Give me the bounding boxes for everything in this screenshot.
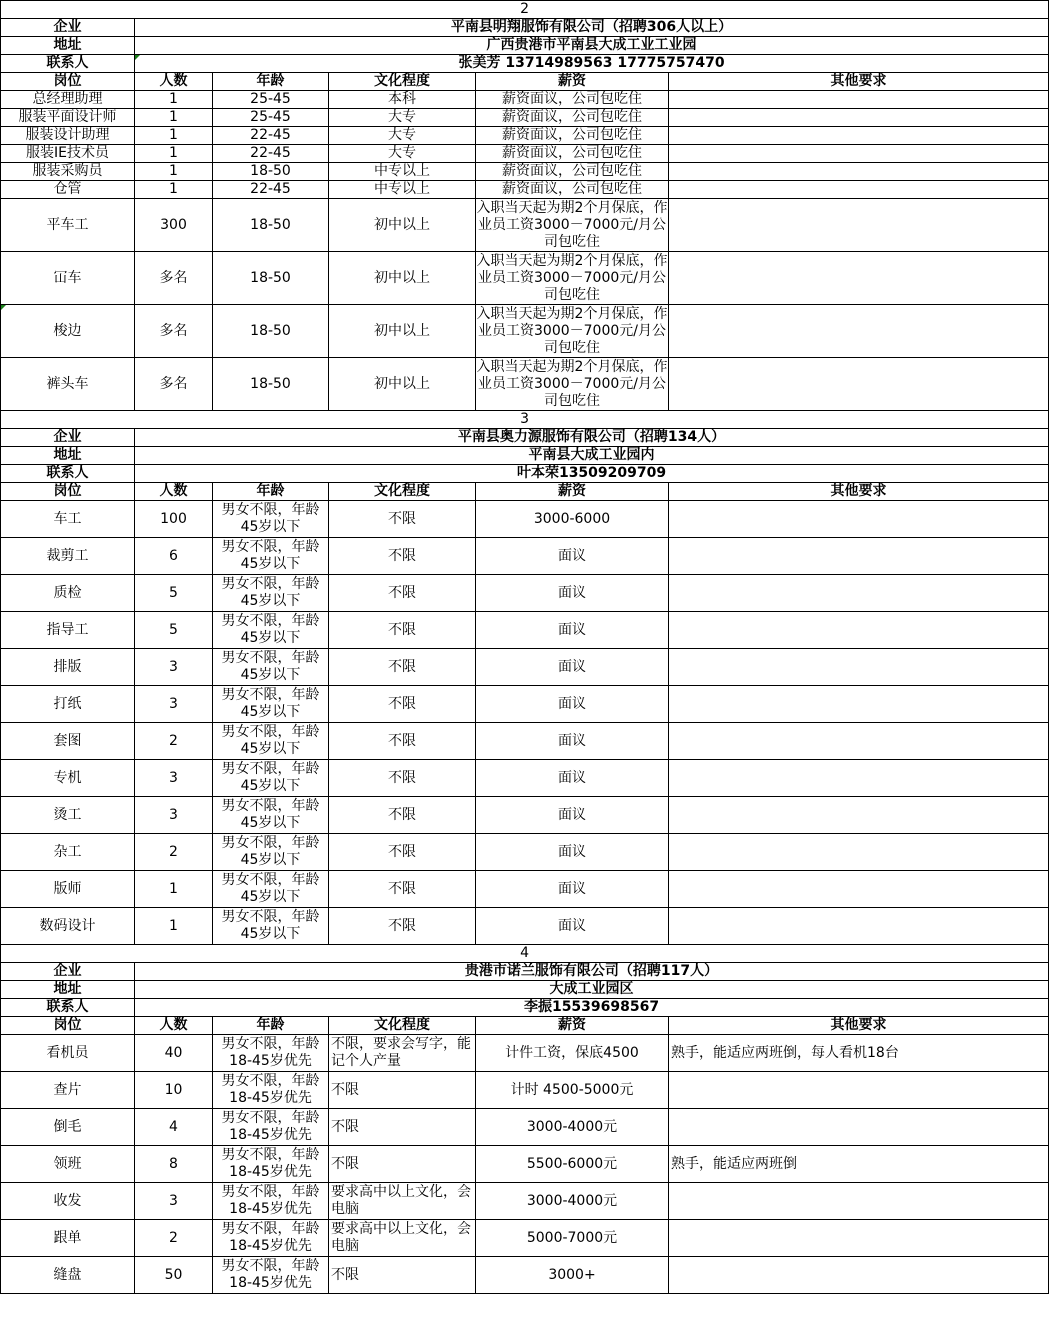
cell-headcount[interactable]: 3: [135, 797, 213, 834]
cell-other-requirements[interactable]: [669, 91, 1049, 109]
cell-age[interactable]: 男女不限，年龄45岁以下: [213, 760, 329, 797]
cell-position[interactable]: 裤头车: [1, 358, 135, 411]
column-header-row: [1, 1017, 1049, 1035]
cell-age[interactable]: 男女不限，年龄45岁以下: [213, 723, 329, 760]
cell-age[interactable]: 18-50: [213, 163, 329, 181]
cell-salary[interactable]: 入职当天起为期2个月保底，作业员工资3000－7000元/月公司包吃住: [476, 199, 668, 250]
cell-other-requirements[interactable]: [669, 358, 1049, 411]
cell-education[interactable]: 不限: [329, 723, 476, 760]
cell-position[interactable]: 仓管: [1, 181, 135, 199]
cell-headcount[interactable]: 1: [135, 127, 213, 145]
cell-headcount[interactable]: 3: [135, 649, 213, 686]
cell-position[interactable]: 套图: [1, 723, 135, 760]
column-header-4[interactable]: 薪资: [476, 1017, 669, 1035]
cell-age[interactable]: 男女不限，年龄18-45岁优先: [213, 1109, 329, 1146]
cell-age[interactable]: 男女不限，年龄45岁以下: [213, 871, 329, 908]
company-label[interactable]: 企业: [1, 429, 135, 447]
cell-other-requirements[interactable]: [669, 1220, 1049, 1257]
cell-salary[interactable]: 薪资面议，公司包吃住: [476, 145, 669, 163]
address-label[interactable]: 地址: [1, 447, 135, 465]
company-value[interactable]: 平南县明翔服饰有限公司（招聘306人以上）: [135, 19, 1049, 37]
cell-salary[interactable]: 薪资面议，公司包吃住: [476, 91, 669, 109]
table-row: [1, 908, 1049, 945]
cell-other-requirements[interactable]: [669, 612, 1049, 649]
cell-other-requirements[interactable]: [669, 575, 1049, 612]
cell-age[interactable]: 男女不限，年龄18-45岁优先: [213, 1220, 329, 1257]
cell-age[interactable]: 22-45: [213, 181, 329, 199]
cell-salary[interactable]: 面议: [476, 871, 669, 908]
section-number[interactable]: 2: [1, 1, 1049, 19]
cell-education[interactable]: 中专以上: [329, 163, 476, 181]
cell-education[interactable]: 不限，要求会写字，能记个人产量: [329, 1035, 476, 1072]
address-label[interactable]: 地址: [1, 981, 135, 999]
cell-age[interactable]: 男女不限，年龄45岁以下: [213, 501, 329, 538]
cell-age[interactable]: 18-50: [213, 305, 329, 358]
cell-position[interactable]: 专机: [1, 760, 135, 797]
cell-position[interactable]: 收发: [1, 1183, 135, 1220]
comment-indicator-icon: [135, 55, 140, 60]
cell-headcount[interactable]: 1: [135, 145, 213, 163]
cell-other-requirements[interactable]: [669, 109, 1049, 127]
table-row: [1, 723, 1049, 760]
cell-headcount[interactable]: 多名: [135, 252, 213, 305]
cell-age[interactable]: 18-50: [213, 358, 329, 411]
table-row: [1, 1072, 1049, 1109]
cell-salary[interactable]: 入职当天起为期2个月保底，作业员工资3000－7000元/月公司包吃住: [476, 305, 668, 356]
address-value[interactable]: 广西贵港市平南县大成工业工业园: [135, 37, 1049, 55]
cell-education[interactable]: 不限: [329, 686, 476, 723]
cell-salary[interactable]: 薪资面议，公司包吃住: [476, 181, 669, 199]
cell-position[interactable]: 裁剪工: [1, 538, 135, 575]
cell-position[interactable]: 服装设计助理: [1, 127, 135, 145]
column-header-1[interactable]: 人数: [135, 483, 213, 501]
table-row: [1, 797, 1049, 834]
table-row: [1, 1220, 1049, 1257]
cell-headcount[interactable]: 1: [135, 908, 213, 945]
cell-age[interactable]: 22-45: [213, 145, 329, 163]
cell-other-requirements[interactable]: [669, 163, 1049, 181]
cell-other-requirements[interactable]: 熟手，能适应两班倒: [669, 1146, 1049, 1183]
cell-position[interactable]: 跟单: [1, 1220, 135, 1257]
company-row: [1, 19, 1049, 37]
table-row: [1, 686, 1049, 723]
cell-age[interactable]: 男女不限，年龄18-45岁优先: [213, 1146, 329, 1183]
cell-salary[interactable]: 面议: [476, 538, 669, 575]
table-row: [1, 127, 1049, 145]
section-number-row: [1, 945, 1049, 963]
cell-salary[interactable]: 计件工资，保底4500: [476, 1035, 669, 1072]
contact-label[interactable]: 联系人: [1, 465, 135, 483]
comment-indicator-icon: [1, 305, 6, 310]
cell-other-requirements[interactable]: [669, 1183, 1049, 1220]
cell-other-requirements[interactable]: [669, 501, 1049, 538]
cell-position[interactable]: 缝盘: [1, 1257, 135, 1294]
table-row: [1, 1035, 1049, 1072]
cell-other-requirements[interactable]: 熟手，能适应两班倒，每人看机18台: [669, 1035, 1049, 1072]
cell-salary[interactable]: 面议: [476, 834, 669, 871]
cell-other-requirements[interactable]: [669, 1257, 1049, 1294]
cell-position[interactable]: 质检: [1, 575, 135, 612]
contact-label[interactable]: 联系人: [1, 999, 135, 1017]
table-row: [1, 649, 1049, 686]
company-row: [1, 429, 1049, 447]
cell-education[interactable]: 不限: [329, 538, 476, 575]
column-header-5[interactable]: 其他要求: [669, 1017, 1049, 1035]
cell-salary[interactable]: 面议: [476, 686, 669, 723]
column-header-4[interactable]: 薪资: [476, 73, 669, 91]
column-header-0[interactable]: 岗位: [1, 73, 135, 91]
cell-salary[interactable]: 面议: [476, 575, 669, 612]
cell-age[interactable]: 男女不限，年龄18-45岁优先: [213, 1183, 329, 1220]
cell-position[interactable]: 服装IE技术员: [1, 145, 135, 163]
cell-age[interactable]: 18-50: [213, 252, 329, 305]
table-row: [1, 760, 1049, 797]
cell-headcount[interactable]: 3: [135, 1183, 213, 1220]
cell-salary[interactable]: 薪资面议，公司包吃住: [476, 163, 669, 181]
column-header-3[interactable]: 文化程度: [329, 73, 476, 91]
cell-other-requirements[interactable]: [669, 908, 1049, 945]
cell-salary[interactable]: 薪资面议，公司包吃住: [476, 127, 669, 145]
cell-other-requirements[interactable]: [669, 797, 1049, 834]
cell-headcount[interactable]: 10: [135, 1072, 213, 1109]
cell-headcount[interactable]: 1: [135, 163, 213, 181]
contact-row: [1, 465, 1049, 483]
cell-position[interactable]: 服装平面设计师: [1, 109, 135, 127]
contact-value[interactable]: 叶本荣13509209709: [135, 465, 1049, 483]
contact-label[interactable]: 联系人: [1, 55, 135, 73]
cell-salary[interactable]: 3000-6000: [476, 501, 669, 538]
contact-value[interactable]: 李振15539698567: [135, 999, 1049, 1017]
company-row: [1, 963, 1049, 981]
cell-other-requirements[interactable]: [669, 834, 1049, 871]
cell-position[interactable]: 车工: [1, 501, 135, 538]
column-header-0[interactable]: 岗位: [1, 483, 135, 501]
column-header-2[interactable]: 年龄: [213, 483, 329, 501]
cell-age[interactable]: 男女不限，年龄45岁以下: [213, 575, 329, 612]
cell-education[interactable]: 不限: [329, 575, 476, 612]
cell-headcount[interactable]: 40: [135, 1035, 213, 1072]
cell-other-requirements[interactable]: [669, 760, 1049, 797]
section-number[interactable]: 3: [1, 411, 1049, 429]
cell-position[interactable]: 版师: [1, 871, 135, 908]
cell-headcount[interactable]: 8: [135, 1146, 213, 1183]
cell-salary[interactable]: 计时 4500-5000元: [476, 1072, 669, 1109]
table-row: [1, 1183, 1049, 1220]
cell-position[interactable]: 梭边: [1, 305, 135, 358]
table-row: [1, 871, 1049, 908]
section-number-row: [1, 1, 1049, 19]
cell-education[interactable]: 要求高中以上文化，会电脑: [329, 1220, 476, 1257]
cell-other-requirements[interactable]: [669, 1072, 1049, 1109]
cell-headcount[interactable]: 5: [135, 575, 213, 612]
cell-other-requirements[interactable]: [669, 538, 1049, 575]
column-header-3[interactable]: 文化程度: [329, 483, 476, 501]
cell-position[interactable]: 看机员: [1, 1035, 135, 1072]
cell-other-requirements[interactable]: [669, 127, 1049, 145]
cell-other-requirements[interactable]: [669, 305, 1049, 358]
cell-headcount[interactable]: 多名: [135, 305, 213, 358]
cell-position[interactable]: 倒毛: [1, 1109, 135, 1146]
column-header-2[interactable]: 年龄: [213, 73, 329, 91]
table-row: [1, 109, 1049, 127]
cell-other-requirements[interactable]: [669, 871, 1049, 908]
cell-salary[interactable]: 3000-4000元: [476, 1109, 669, 1146]
cell-salary[interactable]: 5500-6000元: [476, 1146, 669, 1183]
cell-education[interactable]: 要求高中以上文化，会电脑: [329, 1183, 476, 1220]
cell-headcount[interactable]: 300: [135, 199, 213, 252]
cell-salary[interactable]: 入职当天起为期2个月保底，作业员工资3000－7000元/月公司包吃住: [476, 252, 668, 303]
cell-education[interactable]: 本科: [329, 91, 476, 109]
cell-education[interactable]: 不限: [329, 1109, 476, 1146]
cell-headcount[interactable]: 50: [135, 1257, 213, 1294]
address-value[interactable]: 平南县大成工业园内: [135, 447, 1049, 465]
cell-other-requirements[interactable]: [669, 686, 1049, 723]
cell-headcount[interactable]: 6: [135, 538, 213, 575]
column-header-5[interactable]: 其他要求: [669, 73, 1049, 91]
cell-headcount[interactable]: 2: [135, 1220, 213, 1257]
company-label[interactable]: 企业: [1, 963, 135, 981]
table-row: [1, 501, 1049, 538]
company-value[interactable]: 平南县奥力源服饰有限公司（招聘134人）: [135, 429, 1049, 447]
cell-education[interactable]: 初中以上: [329, 252, 476, 305]
cell-age[interactable]: 男女不限，年龄18-45岁优先: [213, 1072, 329, 1109]
cell-age[interactable]: 18-50: [213, 199, 329, 252]
cell-education[interactable]: 初中以上: [329, 358, 476, 411]
cell-age[interactable]: 男女不限，年龄18-45岁优先: [213, 1035, 329, 1072]
cell-position[interactable]: 服装采购员: [1, 163, 135, 181]
cell-position[interactable]: 冚车: [1, 252, 135, 305]
column-header-2[interactable]: 年龄: [213, 1017, 329, 1035]
cell-headcount[interactable]: 100: [135, 501, 213, 538]
company-value[interactable]: 贵港市诺兰服饰有限公司（招聘117人）: [135, 963, 1049, 981]
table-row: [1, 199, 1049, 252]
cell-age[interactable]: 男女不限，年龄45岁以下: [213, 649, 329, 686]
cell-age[interactable]: 男女不限，年龄45岁以下: [213, 538, 329, 575]
cell-position[interactable]: 平车工: [1, 199, 135, 252]
cell-other-requirements[interactable]: [669, 252, 1049, 305]
cell-salary[interactable]: 面议: [476, 612, 669, 649]
column-header-1[interactable]: 人数: [135, 73, 213, 91]
cell-age[interactable]: 男女不限，年龄45岁以下: [213, 834, 329, 871]
cell-salary[interactable]: 薪资面议，公司包吃住: [476, 109, 669, 127]
cell-other-requirements[interactable]: [669, 181, 1049, 199]
cell-headcount[interactable]: 多名: [135, 358, 213, 411]
column-header-3[interactable]: 文化程度: [329, 1017, 476, 1035]
cell-headcount[interactable]: 4: [135, 1109, 213, 1146]
cell-position[interactable]: 领班: [1, 1146, 135, 1183]
address-label[interactable]: 地址: [1, 37, 135, 55]
cell-salary[interactable]: 3000+: [476, 1257, 669, 1294]
cell-education[interactable]: 不限: [329, 760, 476, 797]
cell-other-requirements[interactable]: [669, 723, 1049, 760]
cell-education[interactable]: 不限: [329, 1257, 476, 1294]
contact-row: [1, 999, 1049, 1017]
cell-position[interactable]: 排版: [1, 649, 135, 686]
cell-age[interactable]: 22-45: [213, 127, 329, 145]
cell-education[interactable]: 不限: [329, 871, 476, 908]
cell-position[interactable]: 指导工: [1, 612, 135, 649]
cell-salary[interactable]: 面议: [476, 760, 669, 797]
column-header-5[interactable]: 其他要求: [669, 483, 1049, 501]
table-row: [1, 91, 1049, 109]
table-row: [1, 1109, 1049, 1146]
cell-age[interactable]: 25-45: [213, 91, 329, 109]
cell-position[interactable]: 打纸: [1, 686, 135, 723]
cell-headcount[interactable]: 3: [135, 686, 213, 723]
address-value[interactable]: 大成工业园区: [135, 981, 1049, 999]
table-row: [1, 252, 1049, 305]
cell-headcount[interactable]: 1: [135, 91, 213, 109]
section-number-row: [1, 411, 1049, 429]
table-row: [1, 163, 1049, 181]
cell-education[interactable]: 初中以上: [329, 199, 476, 252]
cell-education[interactable]: 不限: [329, 612, 476, 649]
cell-age[interactable]: 男女不限，年龄45岁以下: [213, 686, 329, 723]
address-row: [1, 447, 1049, 465]
table-row: [1, 181, 1049, 199]
cell-age[interactable]: 25-45: [213, 109, 329, 127]
cell-other-requirements[interactable]: [669, 145, 1049, 163]
table-row: [1, 1257, 1049, 1294]
column-header-1[interactable]: 人数: [135, 1017, 213, 1035]
cell-headcount[interactable]: 1: [135, 871, 213, 908]
cell-education[interactable]: 中专以上: [329, 181, 476, 199]
cell-salary[interactable]: 5000-7000元: [476, 1220, 669, 1257]
cell-age[interactable]: 男女不限，年龄18-45岁优先: [213, 1257, 329, 1294]
table-row: [1, 145, 1049, 163]
cell-education[interactable]: 不限: [329, 1072, 476, 1109]
cell-headcount[interactable]: 5: [135, 612, 213, 649]
cell-education[interactable]: 不限: [329, 649, 476, 686]
table-row: [1, 358, 1049, 411]
cell-other-requirements[interactable]: [669, 649, 1049, 686]
cell-age[interactable]: 男女不限，年龄45岁以下: [213, 797, 329, 834]
column-header-0[interactable]: 岗位: [1, 1017, 135, 1035]
cell-other-requirements[interactable]: [669, 199, 1049, 252]
cell-salary[interactable]: 入职当天起为期2个月保底，作业员工资3000－7000元/月公司包吃住: [476, 358, 668, 409]
contact-row: [1, 55, 1049, 73]
cell-education[interactable]: 大专: [329, 109, 476, 127]
table-row: [1, 834, 1049, 871]
cell-education[interactable]: 不限: [329, 908, 476, 945]
table-row: [1, 538, 1049, 575]
cell-education[interactable]: 初中以上: [329, 305, 476, 358]
cell-education[interactable]: 不限: [329, 797, 476, 834]
cell-age[interactable]: 男女不限，年龄45岁以下: [213, 612, 329, 649]
cell-age[interactable]: 男女不限，年龄45岁以下: [213, 908, 329, 945]
contact-value[interactable]: 张美芳 13714989563 17775757470: [135, 55, 1049, 73]
column-header-row: [1, 73, 1049, 91]
cell-headcount[interactable]: 1: [135, 181, 213, 199]
cell-headcount[interactable]: 3: [135, 760, 213, 797]
cell-headcount[interactable]: 1: [135, 109, 213, 127]
cell-education[interactable]: 大专: [329, 127, 476, 145]
table-row: [1, 575, 1049, 612]
cell-position[interactable]: 数码设计: [1, 908, 135, 945]
cell-salary[interactable]: 面议: [476, 908, 669, 945]
cell-education[interactable]: 不限: [329, 834, 476, 871]
column-header-4[interactable]: 薪资: [476, 483, 669, 501]
table-row: [1, 1146, 1049, 1183]
cell-salary[interactable]: 3000-4000元: [476, 1183, 669, 1220]
cell-position[interactable]: 杂工: [1, 834, 135, 871]
cell-education[interactable]: 不限: [329, 501, 476, 538]
address-row: [1, 37, 1049, 55]
cell-headcount[interactable]: 2: [135, 723, 213, 760]
cell-position[interactable]: 烫工: [1, 797, 135, 834]
cell-salary[interactable]: 面议: [476, 797, 669, 834]
column-header-row: [1, 483, 1049, 501]
cell-education[interactable]: 不限: [329, 1146, 476, 1183]
section-number[interactable]: 4: [1, 945, 1049, 963]
address-row: [1, 981, 1049, 999]
table-row: [1, 612, 1049, 649]
cell-salary[interactable]: 面议: [476, 649, 669, 686]
cell-education[interactable]: 大专: [329, 145, 476, 163]
cell-position[interactable]: 总经理助理: [1, 91, 135, 109]
cell-salary[interactable]: 面议: [476, 723, 669, 760]
cell-position[interactable]: 查片: [1, 1072, 135, 1109]
cell-headcount[interactable]: 2: [135, 834, 213, 871]
cell-other-requirements[interactable]: [669, 1109, 1049, 1146]
company-label[interactable]: 企业: [1, 19, 135, 37]
table-row: [1, 305, 1049, 358]
